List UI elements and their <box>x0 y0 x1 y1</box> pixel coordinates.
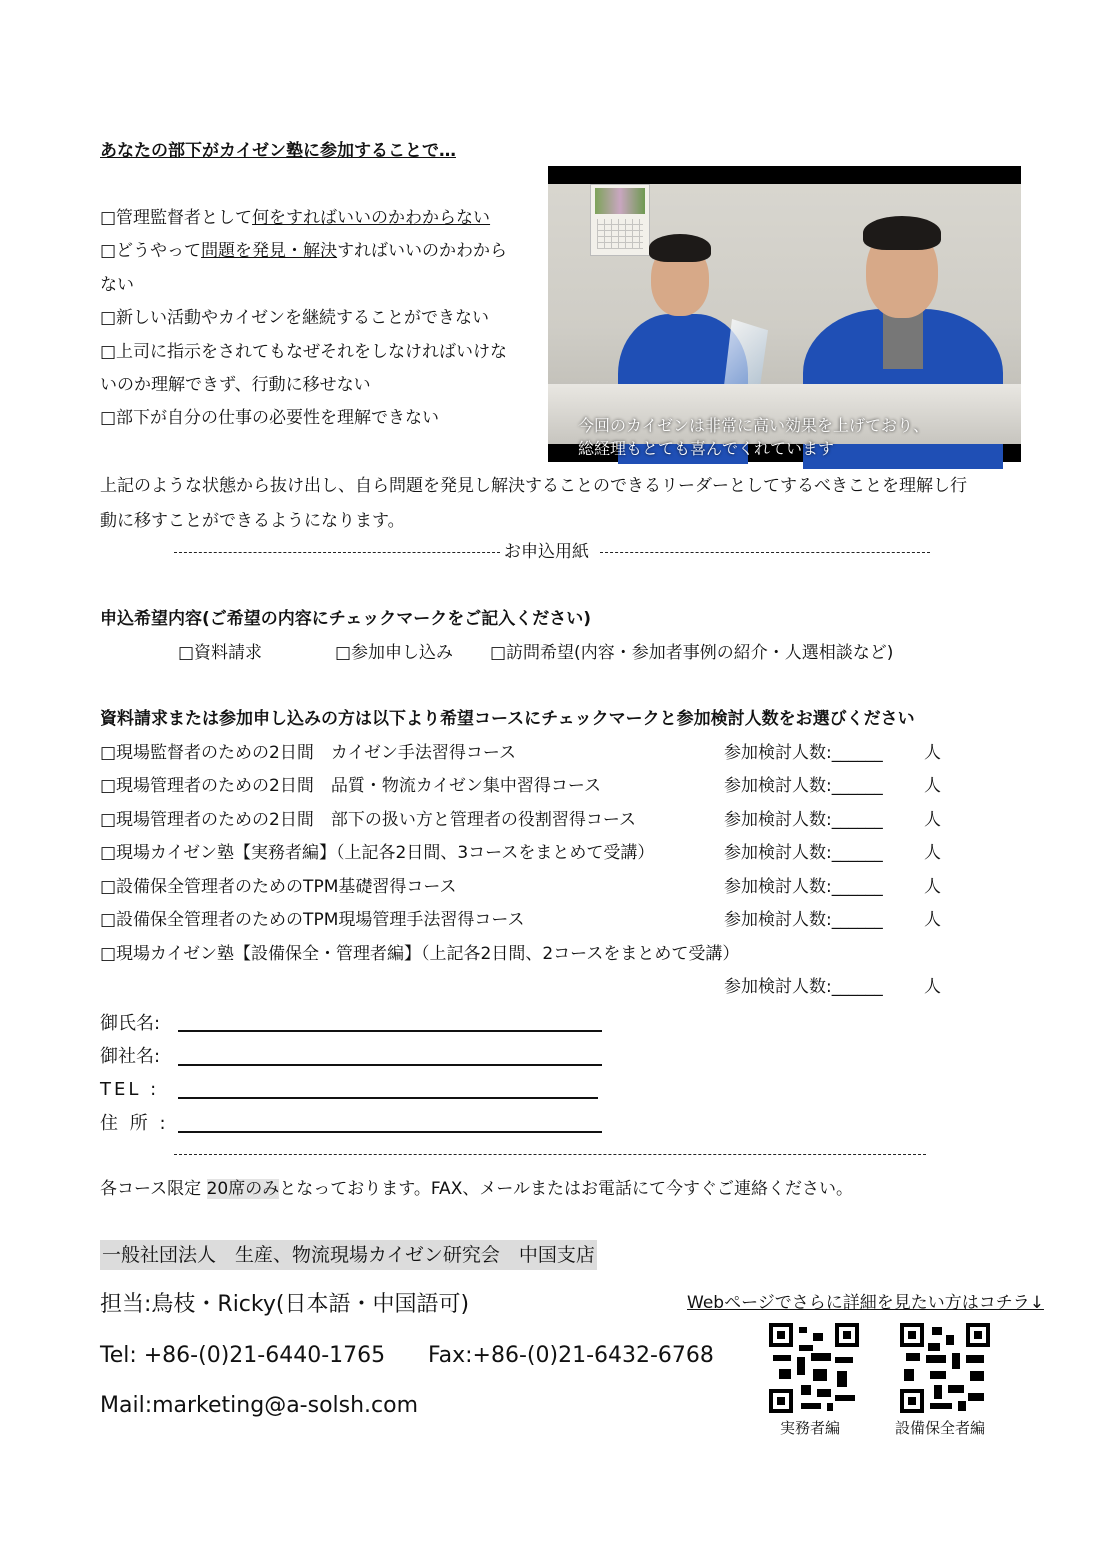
course-option[interactable]: □現場監督者のための2日間 カイゼン手法習得コース <box>100 743 517 763</box>
checklist-item: □新しい活動やカイゼンを継続することができない <box>100 308 490 328</box>
summary-line: 上記のような状態から抜け出し、自ら問題を発見し解決することのできるリーダーとしてするべきことを理解し行 <box>100 476 967 496</box>
course-option[interactable]: □設備保全管理者のためのTPM基礎習得コース <box>100 877 457 897</box>
count-unit: 人 <box>924 776 941 796</box>
contact-fax: Fax:+86-(0)21-6432-6768 <box>428 1343 714 1368</box>
participant-count-field[interactable]: 参加検討人数:______ <box>724 810 883 830</box>
contact-tel: Tel: +86-(0)21-6440-1765 <box>100 1343 386 1368</box>
checklist-item: □管理監督者として何をすればいいのかわからない <box>100 208 491 228</box>
name-input[interactable] <box>178 1030 602 1032</box>
divider-line <box>174 1154 926 1155</box>
course-option[interactable]: □現場管理者のための2日間 品質・物流カイゼン集中習得コース <box>100 776 602 796</box>
participant-count-field[interactable]: 参加検討人数:______ <box>724 977 883 997</box>
count-unit: 人 <box>924 843 941 863</box>
participant-count-field[interactable]: 参加検討人数:______ <box>724 843 883 863</box>
qr-caption: 設備保全者編 <box>895 1419 986 1437</box>
seat-limit-note: 各コース限定 20席のみとなっております。FAX、メールまたはお電話にて今すぐご連絡ください。 <box>100 1179 853 1199</box>
photo-caption: 今回のカイゼンは非常に高い効果を上げており、 総経理もとても喜んでくれています <box>578 416 930 458</box>
qr-caption: 実務者編 <box>780 1419 841 1437</box>
request-option-visit[interactable]: □訪問希望(内容・参加者事例の紹介・人選相談など) <box>490 643 894 663</box>
count-unit: 人 <box>924 977 941 997</box>
checklist-item: □どうやって問題を発見・解決すればいいのかわから <box>100 241 508 261</box>
contact-mail[interactable]: Mail:marketing@a-solsh.com <box>100 1393 419 1418</box>
form-divider-label: お申込用紙 <box>504 542 589 562</box>
intro-heading: あなたの部下がカイゼン塾に参加することで… <box>100 141 456 161</box>
course-option[interactable]: □現場カイゼン塾【設備保全・管理者編】（上記各2日間、2コースをまとめて受講） <box>100 944 740 964</box>
qr-code-practitioner[interactable] <box>769 1323 859 1413</box>
participant-count-field[interactable]: 参加検討人数:______ <box>724 877 883 897</box>
address-input[interactable] <box>178 1131 602 1133</box>
tel-input[interactable] <box>178 1097 598 1099</box>
address-label: 住 所 : <box>100 1113 169 1134</box>
participant-count-field[interactable]: 参加検討人数:______ <box>724 910 883 930</box>
company-input[interactable] <box>178 1064 602 1066</box>
participant-count-field[interactable]: 参加検討人数:______ <box>724 776 883 796</box>
participant-count-field[interactable]: 参加検討人数:______ <box>724 743 883 763</box>
divider-line <box>600 552 930 553</box>
company-label: 御社名: <box>100 1046 161 1067</box>
checklist-item: ない <box>100 275 134 295</box>
web-page-note: Webページでさらに詳細を見たい方はコチラ↓ <box>687 1293 1044 1313</box>
checklist-item: □上司に指示をされてもなぜそれをしなければいけな <box>100 342 508 362</box>
request-option-apply[interactable]: □参加申し込み <box>335 643 454 663</box>
organization-name: 一般社団法人 生産、物流現場カイゼン研究会 中国支店 <box>100 1240 597 1270</box>
count-unit: 人 <box>924 910 941 930</box>
count-unit: 人 <box>924 810 941 830</box>
checklist-item: いのか理解できず、行動に移せない <box>100 375 371 395</box>
count-unit: 人 <box>924 743 941 763</box>
name-label: 御氏名: <box>100 1013 161 1034</box>
course-heading: 資料請求または参加申し込みの方は以下より希望コースにチェックマークと参加検討人数をお選びください <box>100 709 915 729</box>
request-heading: 申込希望内容(ご希望の内容にチェックマークをご記入ください) <box>100 609 592 629</box>
course-option[interactable]: □現場カイゼン塾【実務者編】（上記各2日間、3コースをまとめて受講） <box>100 843 655 863</box>
summary-line: 動に移すことができるようになります。 <box>100 511 405 531</box>
qr-code-maintenance[interactable] <box>900 1323 990 1413</box>
checklist-item: □部下が自分の仕事の必要性を理解できない <box>100 408 440 428</box>
course-option[interactable]: □現場管理者のための2日間 部下の扱い方と管理者の役割習得コース <box>100 810 637 830</box>
testimonial-photo <box>548 166 1021 462</box>
count-unit: 人 <box>924 877 941 897</box>
course-option[interactable]: □設備保全管理者のためのTPM現場管理手法習得コース <box>100 910 525 930</box>
contact-person: 担当:鳥枝・Ricky(日本語・中国語可) <box>100 1292 470 1317</box>
tel-label: TEL : <box>100 1079 160 1100</box>
calendar-image <box>590 184 650 256</box>
request-option-materials[interactable]: □資料請求 <box>178 643 263 663</box>
divider-line <box>174 552 500 553</box>
